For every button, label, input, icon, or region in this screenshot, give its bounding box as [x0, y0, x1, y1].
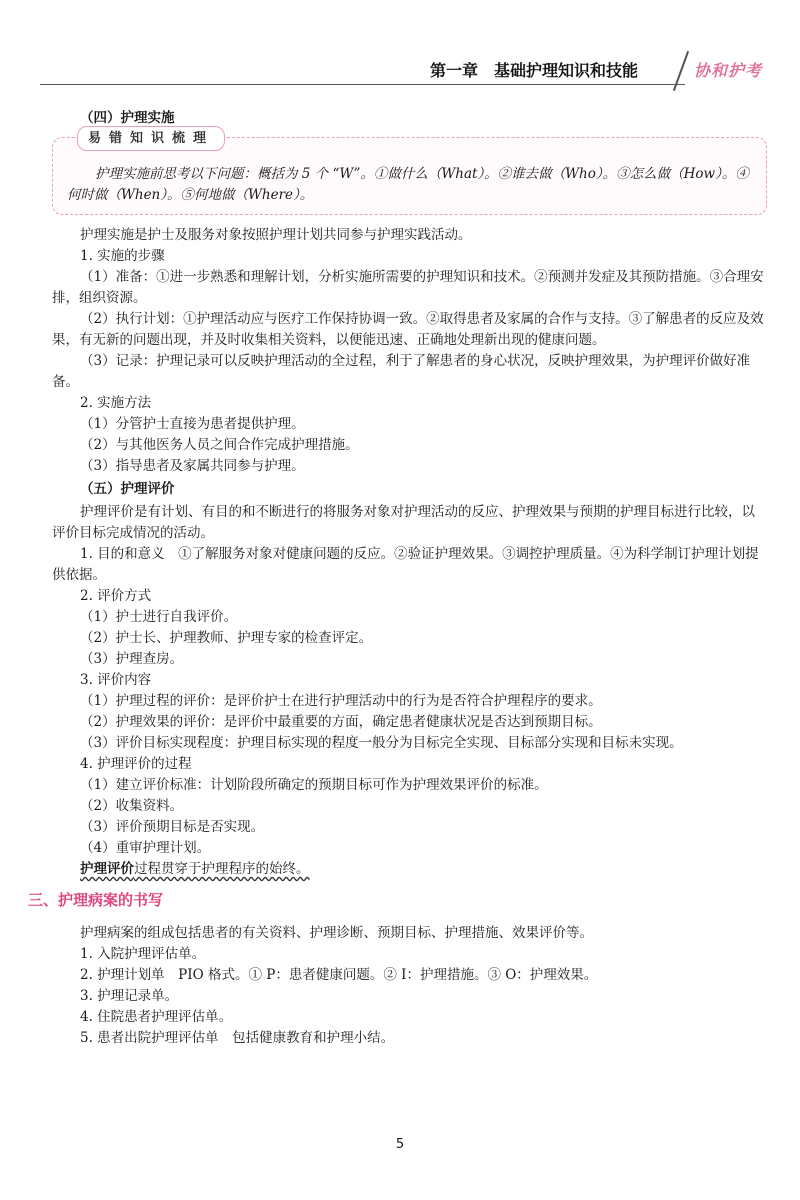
paragraph: （1）分管护士直接为患者提供护理。 — [80, 416, 305, 432]
paragraph: （3）记录：护理记录可以反映护理活动的全过程，利于了解患者的身心状况，反映护理效果，为护理评价做好准备。 — [52, 353, 751, 390]
paragraph: 2. 实施方法 — [80, 395, 152, 411]
paragraph: （2）护理效果的评价：是评价中最重要的方面，确定患者健康状况是否达到预期目标。 — [80, 714, 602, 730]
paragraph: 3. 护理记录单。 — [80, 988, 179, 1004]
emphasis-line — [52, 859, 767, 880]
paragraph: 4. 住院患者护理评估单。 — [80, 1009, 233, 1025]
paragraph: （1）护理过程的评价：是评价护士在进行护理活动中的行为是否符合护理程序的要求。 — [80, 693, 602, 709]
paragraph: 1. 实施的步骤 — [80, 248, 165, 264]
section-4-heading: （四）护理实施 — [80, 110, 175, 126]
paragraph: （3）评价目标实现程度：护理目标实现的程度一般分为目标完全实现、目标部分实现和目标未实现。 — [80, 735, 683, 751]
chapter-number: 第一章 — [430, 61, 479, 80]
tip-box — [52, 131, 767, 215]
tip-box-text: 护理实施前思考以下问题：概括为 5 个 “W”。①做什么（What）。②谁去做（Who）。③怎么做（How）。④何时做（When）。⑤何地做（Where）。 — [67, 166, 749, 203]
emphasis-rest: 过程贯穿于护理程序的始终。 — [134, 861, 310, 877]
tip-box-tag: 易错知识梳理 — [77, 126, 225, 151]
paragraph: （3）护理查房。 — [80, 651, 184, 667]
paragraph: 护理实施是护士及服务对象按照护理计划共同参与护理实践活动。 — [80, 227, 472, 243]
brand-logo: 协和护考 — [694, 61, 763, 80]
paragraph: （1）护士进行自我评价。 — [80, 609, 238, 625]
emphasis-bold: 护理评价 — [80, 861, 134, 877]
paragraph: （2）执行计划：①护理活动应与医疗工作保持协调一致。②取得患者及家属的合作与支持。③了解患者的反应及效果，有无新的问题出现，并及时收集相关资料，以便能迅速、正确地处理新出现的健康问题。 — [52, 311, 764, 348]
paragraph: （1）建立评价标准：计划阶段所确定的预期目标可作为护理效果评价的标准。 — [80, 777, 548, 793]
paragraph: （3）评价预期目标是否实现。 — [80, 819, 265, 835]
paragraph: （4）重审护理计划。 — [80, 840, 211, 856]
page-body — [28, 108, 767, 1049]
header-rule — [40, 84, 685, 85]
paragraph: （2）护士长、护理教师、护理专家的检查评定。 — [80, 630, 373, 646]
paragraph: 护理评价是有计划、有目的和不断进行的将服务对象对护理活动的反应、护理效果与预期的护理目标进行比较，以评价目标完成情况的活动。 — [52, 504, 755, 541]
paragraph: 2. 评价方式 — [80, 588, 152, 604]
paragraph: （2）收集资料。 — [80, 798, 184, 814]
chapter-heading — [430, 58, 680, 81]
section-3-heading: 三、护理病案的书写 — [28, 891, 164, 909]
paragraph: 5. 患者出院护理评估单 包括健康教育和护理小结。 — [80, 1030, 395, 1046]
paragraph: 护理病案的组成包括患者的有关资料、护理诊断、预期目标、护理措施、效果评价等。 — [80, 925, 593, 941]
paragraph: （3）指导患者及家属共同参与护理。 — [80, 458, 305, 474]
paragraph: （1）准备：①进一步熟悉和理解计划，分析实施所需要的护理知识和技术。②预测并发症及其预防措施。③合理安排，组织资源。 — [52, 269, 764, 306]
paragraph: 1. 入院护理评估单。 — [80, 946, 206, 962]
section-5-heading: （五）护理评价 — [80, 481, 175, 497]
paragraph: （2）与其他医务人员之间合作完成护理措施。 — [80, 437, 359, 453]
paragraph: 1. 目的和意义 ①了解服务对象对健康问题的反应。②验证护理效果。③调控护理质量。④为科学制订护理计划提供依据。 — [52, 546, 759, 583]
page-number: 5 — [395, 1137, 405, 1152]
paragraph: 2. 护理计划单 PIO 格式。① P：患者健康问题。② I：护理措施。③ O：护理效果。 — [80, 967, 598, 983]
paragraph: 3. 评价内容 — [80, 672, 152, 688]
paragraph: 4. 护理评价的过程 — [80, 756, 192, 772]
chapter-title: 基础护理知识和技能 — [494, 61, 639, 80]
